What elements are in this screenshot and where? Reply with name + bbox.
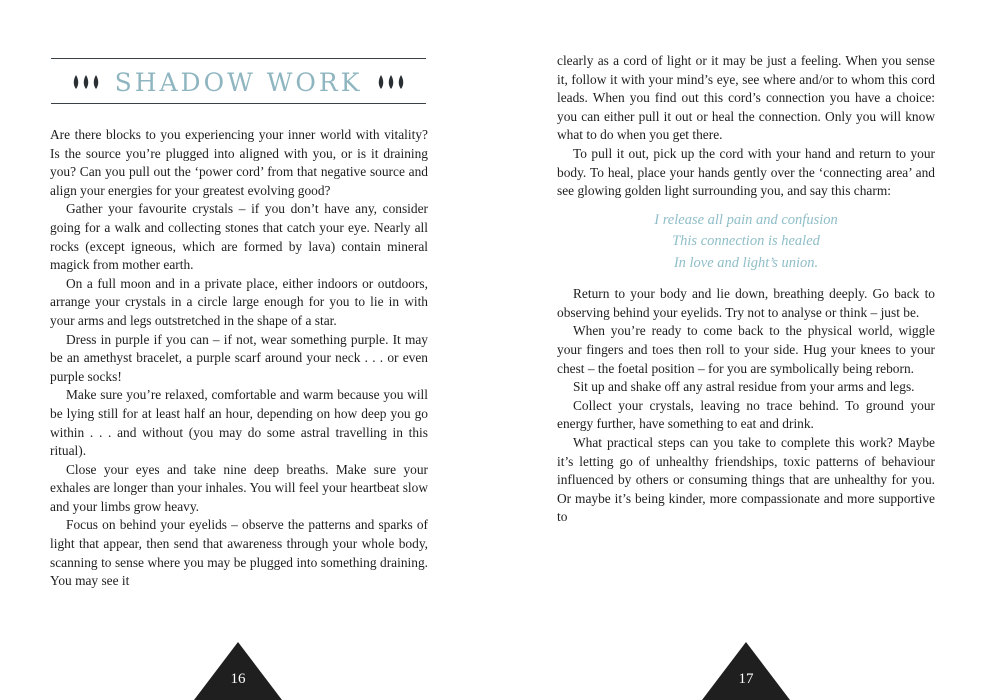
charm-line: In love and light’s union.	[673, 254, 819, 271]
triple-leaf-ornament-icon	[376, 73, 406, 91]
title-rule-bottom	[51, 103, 426, 104]
paragraph: Dress in purple if you can – if not, wear something purple. It may be an amethyst bracelet, a purple scarf around your neck . . . or even purple socks!	[50, 331, 428, 384]
left-body-text	[50, 126, 428, 591]
paragraph: On a full moon and in a private place, either indoors or outdoors, arrange your crystals in a circle large enough for you to lie in with your arms and legs outstretched in the shape of a star.	[50, 275, 428, 328]
title-row	[51, 61, 426, 103]
page-number: 17	[738, 671, 754, 687]
charm-line: This connection is healed	[672, 233, 820, 250]
page-number: 16	[230, 671, 246, 687]
paragraph: Make sure you’re relaxed, comfortable and warm because you will be lying still for at least half an hour, depending on how deep you go within . . . and without (you may do some astral travelling in this ritual).	[50, 387, 428, 459]
chapter-title: SHADOW WORK	[114, 67, 363, 97]
right-body-text	[557, 52, 935, 527]
paragraph: Collect your crystals, leaving no trace behind. To ground your energy further, have something to eat and drink.	[557, 397, 935, 432]
paragraph: What practical steps can you take to complete this work? Maybe it’s letting go of unhealthy friendships, toxic patterns of behaviour influenced by others or consuming things that are unhealthy for you. Or maybe it’s being kinder, more compassionate and more supportive to	[557, 435, 935, 525]
right-page	[492, 0, 984, 700]
chapter-title-block	[51, 58, 426, 104]
paragraph: Focus on behind your eyelids – observe the patterns and sparks of light that appear, then send that awareness through your whole body, scanning to sense where you may be plugged into something draining. You may see it	[50, 517, 428, 589]
paragraph: When you’re ready to come back to the physical world, wiggle your fingers and toes then roll to your side. Hug your knees to your chest – the foetal position – for you are symbolically being reborn.	[557, 323, 935, 376]
charm-line: I release all pain and confusion	[654, 211, 838, 228]
charm-verse	[557, 210, 935, 275]
triple-leaf-ornament-icon	[71, 73, 101, 91]
page-number-marker	[702, 642, 790, 700]
paragraph: clearly as a cord of light or it may be just a feeling. When you sense it, follow it with your mind’s eye, see where and/or to whom this cord leads. When you find out this cord’s connection you have a choice: you can either pull it out or heal the connection. Only you will know what to do when you get there.	[557, 53, 935, 143]
page-number-marker	[194, 642, 282, 700]
paragraph: To pull it out, pick up the cord with your hand and return to your body. To heal, place your hands gently over the ‘connecting area’ and see glowing golden light surrounding you, and say this charm:	[557, 145, 935, 199]
paragraph: Sit up and shake off any astral residue from your arms and legs.	[573, 379, 915, 395]
paragraph: Are there blocks to you experiencing your inner world with vitality? Is the source you’re plugged into aligned with you, or is it draining you? Can you pull out the ‘power cord’ from that negative source and align your energies for your greatest evolving good?	[50, 127, 428, 198]
paragraph: Close your eyes and take nine deep breaths. Make sure your exhales are longer than your inhales. You will feel your heartbeat slow and your limbs grow heavy.	[50, 461, 428, 514]
title-rule-top	[51, 58, 426, 59]
paragraph: Return to your body and lie down, breathing deeply. Go back to observing behind your eyelids. Try not to analyse or think – just be.	[557, 286, 935, 320]
paragraph: Gather your favourite crystals – if you don’t have any, consider going for a walk and collecting stones that catch your eye. Nearly all rocks (except igneous, which are formed by lava) contain mineral magick from mother earth.	[50, 201, 428, 273]
